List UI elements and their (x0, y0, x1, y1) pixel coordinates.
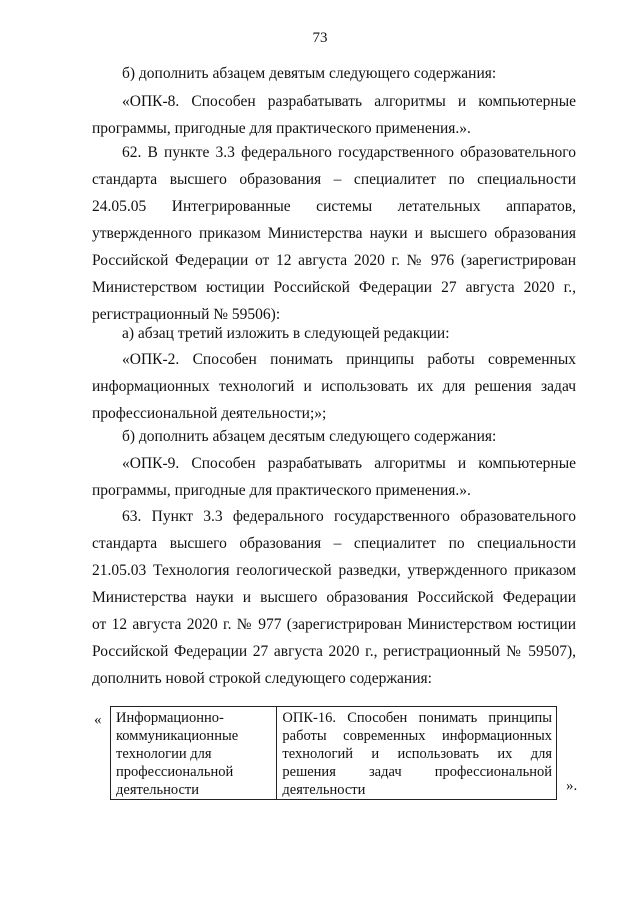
cell-line: деятельности (282, 782, 366, 798)
paragraph-line: информационных технологий и использовать их для решения задач (92, 378, 576, 395)
paragraph-line: б) дополнить абзацем десятым следующего содержания: (122, 428, 497, 445)
paragraph-line: Российской Федерации от 12 августа 2020 г. № 976 (зарегистрирован (92, 252, 576, 269)
paragraph-line: утвержденного приказом Министерства науки и высшего образования (92, 225, 576, 242)
paragraph-4 (92, 320, 576, 347)
paragraph-line: б) дополнить абзацем девятым следующего содержания: (122, 65, 497, 82)
cell-line: Информационно- (116, 710, 224, 726)
paragraph-line: Министерством юстиции Российской Федерации 27 августа 2020 г., (92, 279, 576, 296)
competency-table (110, 706, 557, 800)
table-cell-category (111, 707, 277, 800)
paragraph-line: дополнить новой строкой следующего содержания: (92, 670, 432, 687)
paragraph-line: программы, пригодные для практического применения.». (92, 120, 471, 137)
paragraph-line: «ОПК-9. Способен разрабатывать алгоритмы и компьютерные (122, 455, 576, 472)
paragraph-line: 62. В пункте 3.3 федерального государственного образовательного (122, 144, 576, 161)
cell-line: профессиональной (116, 764, 234, 780)
table-open-quote: « (94, 712, 102, 728)
paragraph-line: Российской Федерации 27 августа 2020 г., регистрационный № 59507), (92, 643, 576, 660)
cell-line: коммуникационные (116, 728, 239, 744)
paragraph-line: а) абзац третий изложить в следующей редакции: (122, 325, 450, 342)
paragraph-5 (92, 346, 576, 427)
paragraph-6 (92, 423, 576, 450)
paragraph-line: Министерства науки и высшего образования Российской Федерации (92, 589, 576, 606)
cell-line: ОПК-16. Способен понимать принципы (282, 710, 552, 726)
paragraph-line: регистрационный № 59506): (92, 306, 281, 323)
paragraph-line: программы, пригодные для практического применения.». (92, 482, 471, 499)
cell-line: решения задач профессиональной (282, 764, 552, 780)
paragraph-line: 24.05.05 Интегрированные системы летательных аппаратов, (92, 198, 576, 215)
cell-line: технологий и использовать их для (282, 746, 552, 762)
paragraph-3 (92, 139, 576, 328)
table-row (111, 707, 557, 800)
cell-line: технологии для (116, 746, 212, 762)
paragraph-7 (92, 450, 576, 504)
paragraph-line: от 12 августа 2020 г. № 977 (зарегистрирован Министерством юстиции (92, 616, 576, 633)
paragraph-line: 63. Пункт 3.3 федерального государственного образовательного (122, 508, 576, 525)
paragraph-line: «ОПК-2. Способен понимать принципы работы современных (122, 351, 576, 368)
paragraph-line: «ОПК-8. Способен разрабатывать алгоритмы и компьютерные (122, 93, 576, 110)
table-close-quote: ». (566, 778, 578, 794)
cell-line: деятельности (116, 782, 200, 798)
paragraph-line: профессиональной деятельности;»; (92, 405, 327, 422)
paragraph-line: стандарта высшего образования – специалитет по специальности (92, 535, 576, 552)
paragraph-8 (92, 503, 576, 692)
paragraph-1 (92, 60, 576, 87)
table-cell-competency (277, 707, 557, 800)
cell-line: работы современных информационных (282, 728, 552, 744)
paragraph-line: 21.05.03 Технология геологической разведки, утвержденного приказом (92, 562, 576, 579)
paragraph-line: стандарта высшего образования – специалитет по специальности (92, 171, 576, 188)
page-number: 73 (312, 30, 328, 46)
paragraph-2 (92, 88, 576, 142)
